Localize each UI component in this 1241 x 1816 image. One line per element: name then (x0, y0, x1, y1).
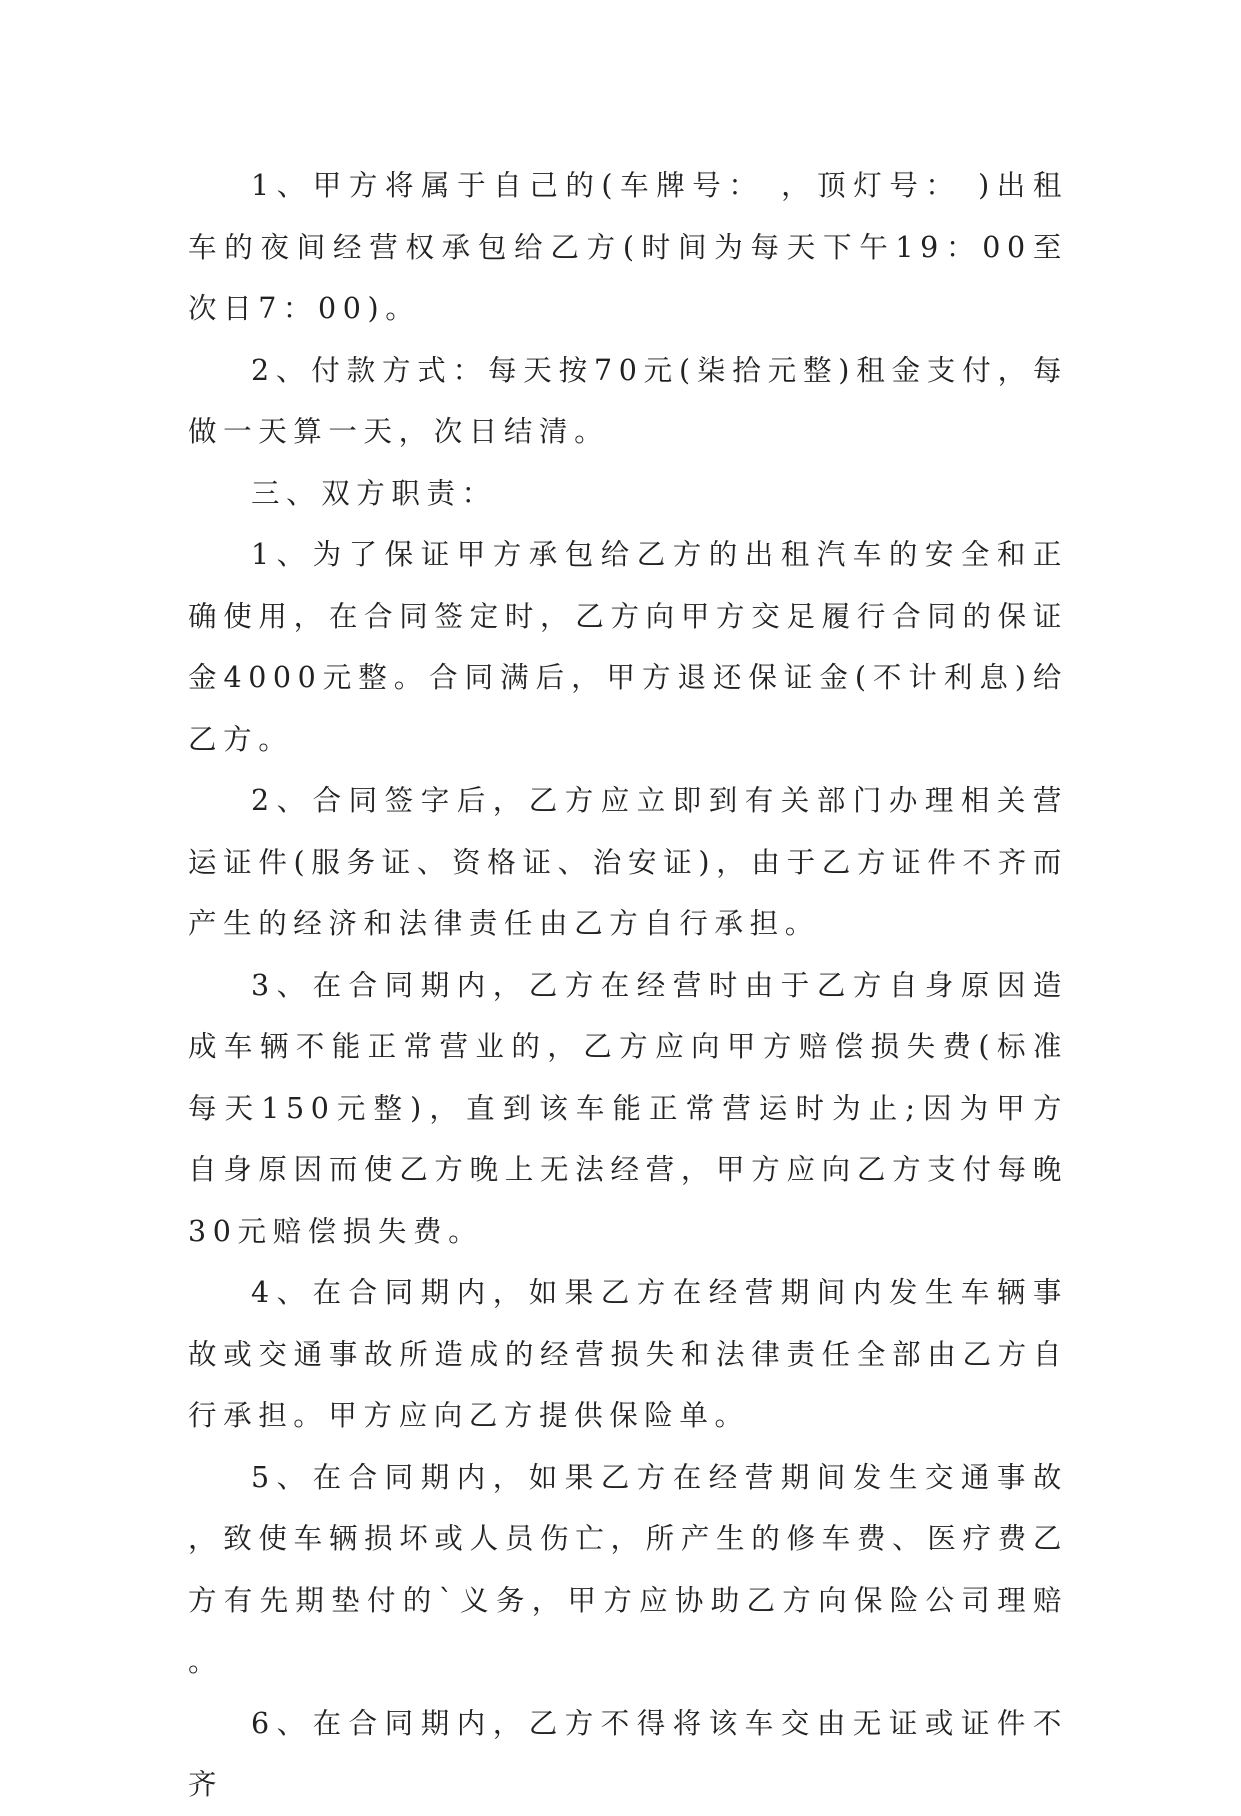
paragraph-duty-4: 4、在合同期内，如果乙方在经营期间内发生车辆事故或交通事故所造成的经营损失和法律责任全部由乙方自行承担。甲方应向乙方提供保险单。 (188, 1276, 1068, 1432)
document-body (188, 155, 1068, 1816)
paragraph-duty-1: 1、为了保证甲方承包给乙方的出租汽车的安全和正确使用，在合同签定时，乙方向甲方交足履行合同的保证金4000元整。合同满后，甲方退还保证金(不计利息)给乙方。 (188, 538, 1068, 756)
paragraph-duty-5: 5、在合同期内，如果乙方在经营期间发生交通事故，致使车辆损坏或人员伤亡，所产生的修车费、医疗费乙方有先期垫付的`义务，甲方应协助乙方向保险公司理赔。 (188, 1460, 1068, 1678)
paragraph-clause-1: 1、甲方将属于自己的(车牌号： ，顶灯号： )出租车的夜间经营权承包给乙方(时间为每天下午19：00至次日7：00)。 (188, 169, 1068, 325)
paragraph-duty-6: 6、在合同期内，乙方不得将该车交由无证或证件不齐 (188, 1706, 1068, 1801)
paragraph-duty-3: 3、在合同期内，乙方在经营时由于乙方自身原因造成车辆不能正常营业的，乙方应向甲方赔偿损失费(标准每天150元整)，直到该车能正常营运时为止;因为甲方自身原因而使乙方晚上无法经营，甲方应向乙方支付每晚30元赔偿损失费。 (188, 968, 1068, 1248)
section-heading-duties: 三、双方职责： (251, 476, 497, 510)
paragraph-duty-2: 2、合同签字后，乙方应立即到有关部门办理相关营运证件(服务证、资格证、治安证)，由于乙方证件不齐而产生的经济和法律责任由乙方自行承担。 (188, 784, 1068, 940)
paragraph-payment-method: 2、付款方式：每天按70元(柒拾元整)租金支付，每做一天算一天，次日结清。 (188, 353, 1068, 448)
